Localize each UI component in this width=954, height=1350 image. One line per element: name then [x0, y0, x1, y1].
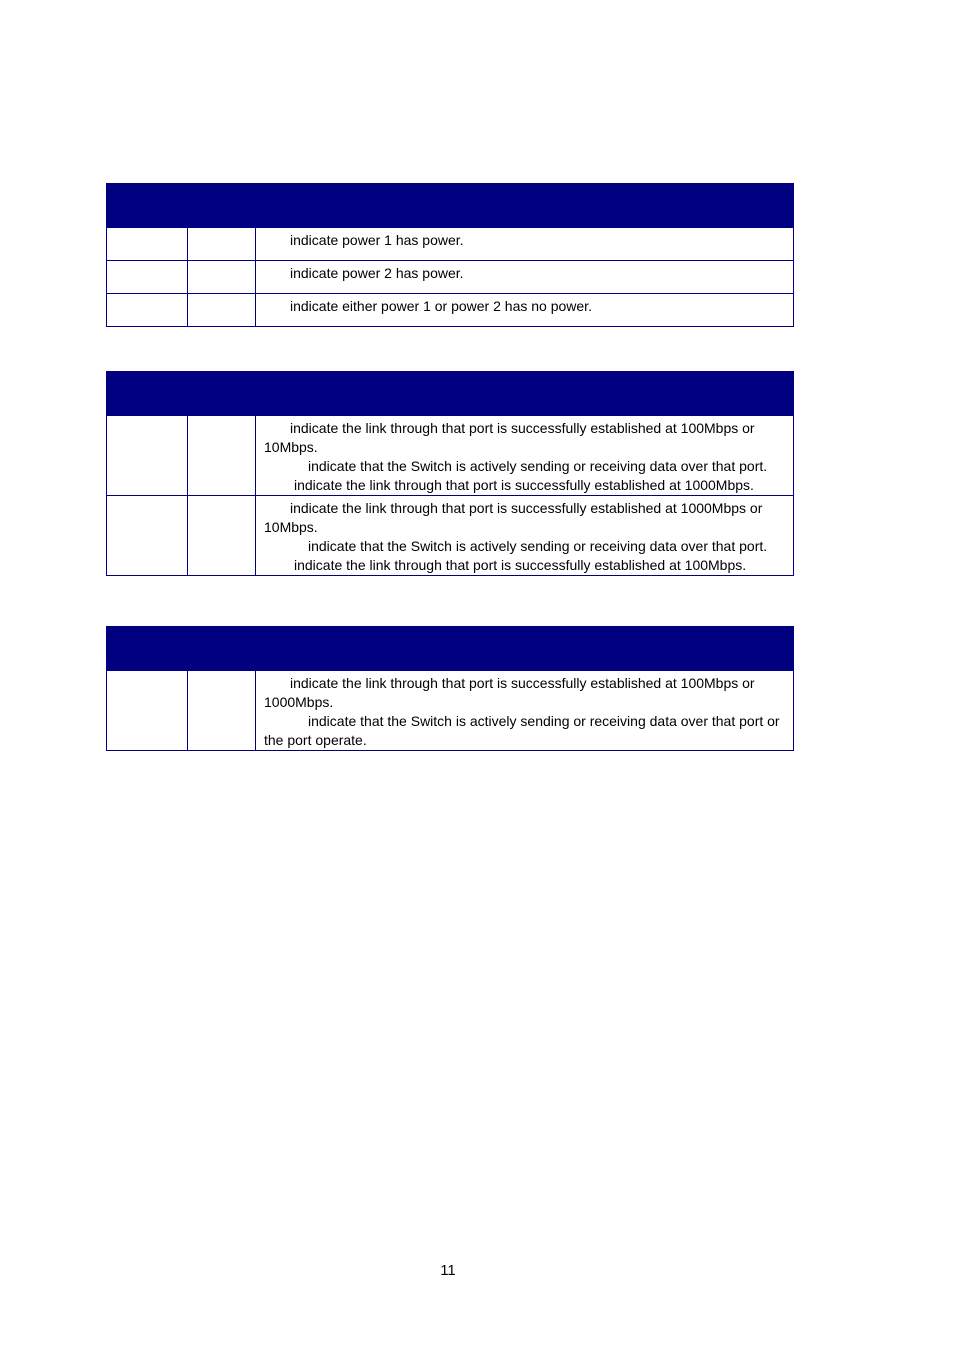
description-cell — [256, 261, 794, 294]
header-description-cell — [256, 372, 794, 416]
led-cell — [107, 228, 188, 261]
table-row — [107, 496, 794, 576]
table-row — [107, 294, 794, 327]
status-cell — [188, 228, 256, 261]
table-row — [107, 228, 794, 261]
header-led-cell — [107, 372, 188, 416]
status-cell — [188, 261, 256, 294]
description-cell — [256, 496, 794, 576]
header-status-cell — [188, 627, 256, 671]
table-row — [107, 416, 794, 496]
status-cell — [188, 294, 256, 327]
description-cell — [256, 416, 794, 496]
description-line: indicate that the Switch is actively sending or receiving data over that port. — [308, 458, 768, 474]
description-line: indicate that the Switch is actively sending or receiving data over that port. — [308, 538, 768, 554]
table-header-row — [107, 184, 794, 228]
led-cell — [107, 294, 188, 327]
description-line: indicate the link through that port is successfully established at 100Mbps or 1000Mbps. — [264, 675, 755, 710]
page-number: 11 — [440, 1262, 456, 1279]
description-line: indicate power 2 has power. — [290, 265, 464, 281]
table-row — [107, 261, 794, 294]
led-cell — [107, 496, 188, 576]
description-cell — [256, 294, 794, 327]
description-line: indicate that the Switch is actively sending or receiving data over that port or the port operate. — [264, 713, 780, 748]
description-line: indicate power 1 has power. — [290, 232, 464, 248]
description-line: indicate either power 1 or power 2 has no power. — [290, 298, 592, 314]
table-header-row — [107, 372, 794, 416]
table-row — [107, 671, 794, 751]
header-led-cell — [107, 184, 188, 228]
power-led-table — [106, 183, 794, 327]
led-cell — [107, 261, 188, 294]
status-cell — [188, 671, 256, 751]
header-description-cell — [256, 627, 794, 671]
status-cell — [188, 416, 256, 496]
led-cell — [107, 416, 188, 496]
header-status-cell — [188, 372, 256, 416]
header-status-cell — [188, 184, 256, 228]
header-description-cell — [256, 184, 794, 228]
description-line: indicate the link through that port is successfully established at 100Mbps or 10Mbps. — [264, 420, 755, 455]
description-line: indicate the link through that port is successfully established at 100Mbps. — [294, 557, 747, 573]
fiber-led-table — [106, 626, 794, 751]
led-cell — [107, 671, 188, 751]
description-cell — [256, 228, 794, 261]
table-header-row — [107, 627, 794, 671]
description-cell — [256, 671, 794, 751]
port-led-table — [106, 371, 794, 576]
status-cell — [188, 496, 256, 576]
description-line: indicate the link through that port is successfully established at 1000Mbps. — [294, 477, 754, 493]
description-line: indicate the link through that port is successfully established at 1000Mbps or 10Mbps. — [264, 500, 763, 535]
header-led-cell — [107, 627, 188, 671]
